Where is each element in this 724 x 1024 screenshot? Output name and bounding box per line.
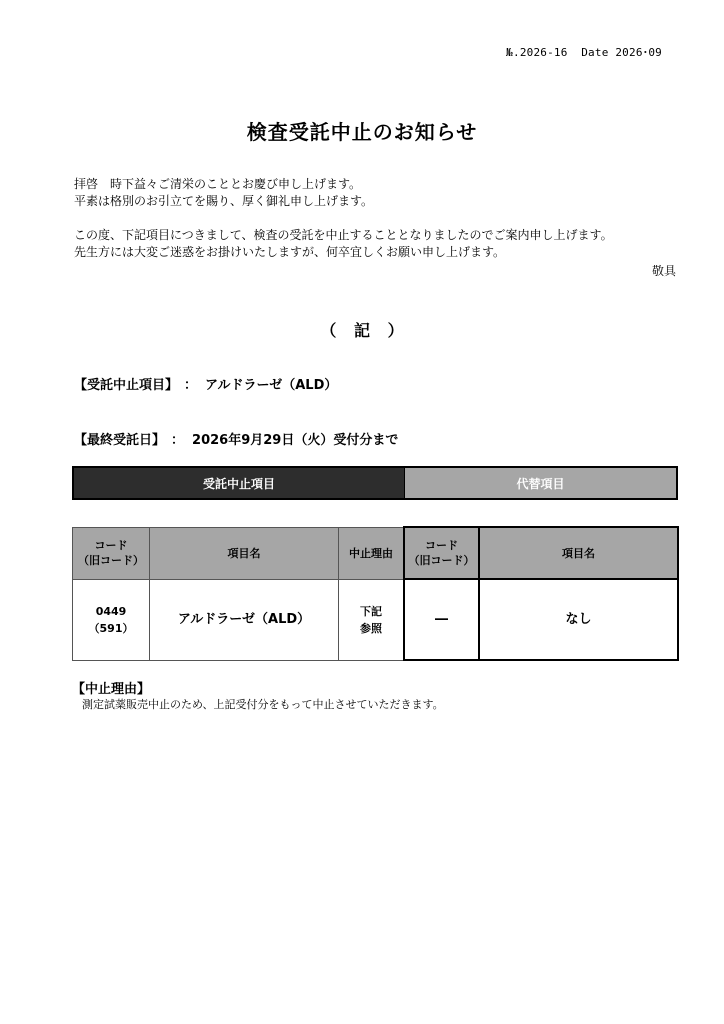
ki-heading: （ 記 ） [320,321,404,340]
date-value: 2026･09 [615,46,662,59]
doc-no-value: №.2026-16 [506,46,568,59]
greeting-line-4: 先生方には大変ご迷惑をお掛けいたしますが、何卒宜しくお願い申し上げます。 [74,245,506,259]
reason-cell: 下記 参照 [339,579,405,660]
last-date-value: 2026年9月29日（火）受付分まで [192,433,399,448]
discontinued-items-header: 受託中止項目 [74,468,405,498]
greeting-line-1: 拝啓 時下益々ご清栄のこととお慶び申し上げます。 [74,177,362,191]
greeting-line-3: この度、下記項目につきまして、検査の受託を中止することとなりましたのでご案内申し上げます。 [74,228,613,242]
field-separator: ： [171,433,185,448]
discontinued-item-value: アルドラーゼ（ALD） [205,378,338,393]
greeting-line-2: 平素は格別のお引立てを賜り、厚く御礼申し上げます。 [74,194,374,208]
greeting-paragraph-1 [74,176,373,210]
last-date-label: 【最終受託日】 [74,433,166,448]
discontinued-item-field [74,374,337,393]
discontinued-item-label: 【受託中止項目】 [74,378,179,393]
alt-code-cell: ― [404,579,479,660]
page-title: 検査受託中止のお知らせ [246,120,478,144]
reason-header: 中止理由 [339,527,405,579]
table-row [73,579,679,660]
closing-word: 敬具 [651,264,676,278]
greeting-paragraph-2 [74,227,613,261]
code-cell: 0449 （591） [73,579,150,660]
reason-text: 測定試薬販売中止のため、上記受付分をもって中止させていただきます。 [82,698,444,711]
alt-name-header: 項目名 [479,527,678,579]
last-date-field [74,429,398,448]
name-cell: アルドラーゼ（ALD） [150,579,339,660]
code-header: コード （旧コード） [73,527,150,579]
date-label: Date [581,46,609,59]
field-separator: ： [184,378,198,393]
reason-heading: 【中止理由】 [72,682,151,697]
document-number [506,44,662,60]
alt-code-header: コード （旧コード） [404,527,479,579]
alternative-items-header: 代替項目 [405,468,676,498]
alt-name-cell: なし [479,579,678,660]
name-header: 項目名 [150,527,339,579]
items-table [72,526,679,661]
table-header-row [73,527,679,579]
section-header-bar [72,466,678,500]
